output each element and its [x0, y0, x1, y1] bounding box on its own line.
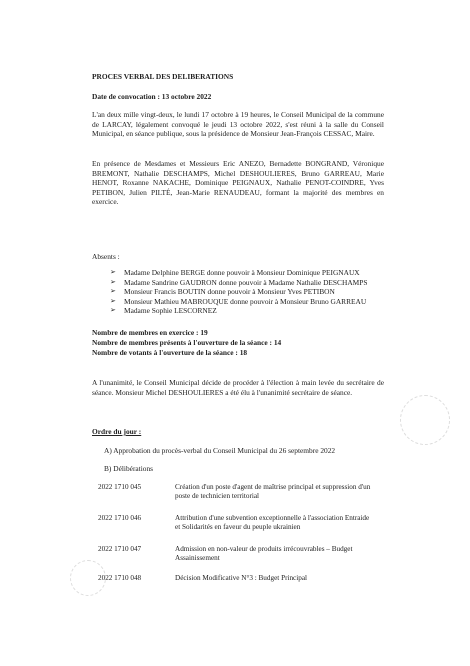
absents-list [110, 268, 420, 316]
convocation-date: Date de convocation : 13 octobre 2022 [92, 92, 212, 101]
absents-label: Absents : [92, 252, 120, 261]
deliberation-text: Attribution d'une subvention exceptionnelle à l'association Entraide et Solidarités en faveur du peuple ukrainien [175, 514, 370, 532]
deliberation-code: 2022 1710 047 [98, 545, 142, 553]
deliberation-text: Création d'un poste d'agent de maîtrise principal et suppression d'un poste de technicien territorial [175, 483, 371, 501]
count-voters: Nombre de votants à l'ouverture de la séance : 18 [92, 348, 248, 357]
list-item: ➢ Madame Sophie LESCORNEZ [110, 306, 217, 316]
list-item: ➢ Madame Delphine BERGE donne pouvoir à Monsieur Dominique PEIGNAUX [110, 268, 360, 277]
count-members-present: Nombre de membres présents à l'ouverture de la séance : 14 [92, 338, 282, 347]
arrow-bullet-icon: ➢ [110, 287, 116, 296]
deliberation-text: Admission en non-valeur de produits irrécouvrables – Budget Assainissement [175, 545, 353, 563]
arrow-bullet-icon: ➢ [110, 306, 116, 315]
count-members-in-office: Nombre de membres en exercice : 19 [92, 328, 208, 337]
intro-paragraph: L'an deux mille vingt-deux, le lundi 17 octobre à 19 heures, le Conseil Municipal de la commune de LARCAY, légalement convoqué le jeudi 13 octobre 2022, s'est réuni à la salle du Conseil Municipal, en séance publique, sous la présidence de Monsieur Jean-François CESSAC, Maire. [92, 110, 384, 139]
arrow-bullet-icon: ➢ [110, 296, 116, 305]
agenda-row [98, 514, 388, 534]
faint-stamp-mark [70, 560, 106, 596]
agenda-row [98, 574, 388, 586]
list-item: ➢ Monsieur Mathieu MABROUQUE donne pouvoir à Monsieur Bruno GARREAU [110, 296, 367, 306]
arrow-bullet-icon: ➢ [110, 268, 116, 276]
list-item: ➢ Madame Sandrine GAUDRON donne pouvoir à Madame Nathalie DESCHAMPS [110, 277, 368, 287]
agenda-row [98, 483, 388, 503]
list-item: ➢ Monsieur Francis BOUTIN donne pouvoir à Monsieur Yves PETIBON [110, 287, 335, 297]
deliberation-code: 2022 1710 045 [98, 483, 142, 491]
deliberation-code: 2022 1710 046 [98, 514, 142, 522]
faint-stamp-mark [400, 395, 450, 445]
secretary-paragraph: A l'unanimité, le Conseil Municipal décide de procéder à l'élection à main levée du secrétaire de séance. Monsieur Michel DESHOULIERES a été élu à l'unanimité secrétaire de séance. [92, 378, 384, 397]
presence-paragraph: En présence de Mesdames et Messieurs Eric ANEZO, Bernadette BONGRAND, Véronique BREMONT, Nathalie DESCHAMPS, Michel DESHOULIERES, Bruno GARREAU, Marie HENOT, Roxanne NAKACHE, Dominique PEIGNAUX, Nathalie PENOT-COINDRE, Yves PETIBON, Julien PILTÉ, Jean-Marie RENAUDEAU, formant la majorité des membres en exercice. [92, 159, 384, 207]
agenda-item-a: A) Approbation du procès-verbal du Conseil Municipal du 26 septembre 2022 [104, 446, 336, 455]
deliberation-code: 2022 1710 048 [98, 574, 142, 582]
arrow-bullet-icon: ➢ [110, 277, 116, 286]
deliberation-text: Décision Modificative N°3 : Budget Principal [175, 574, 308, 582]
agenda-heading: Ordre du jour : [92, 427, 142, 436]
agenda-row [98, 545, 388, 565]
document-title: PROCES VERBAL DES DELIBERATIONS [92, 72, 234, 81]
agenda-item-b: B) Délibérations [104, 464, 154, 473]
